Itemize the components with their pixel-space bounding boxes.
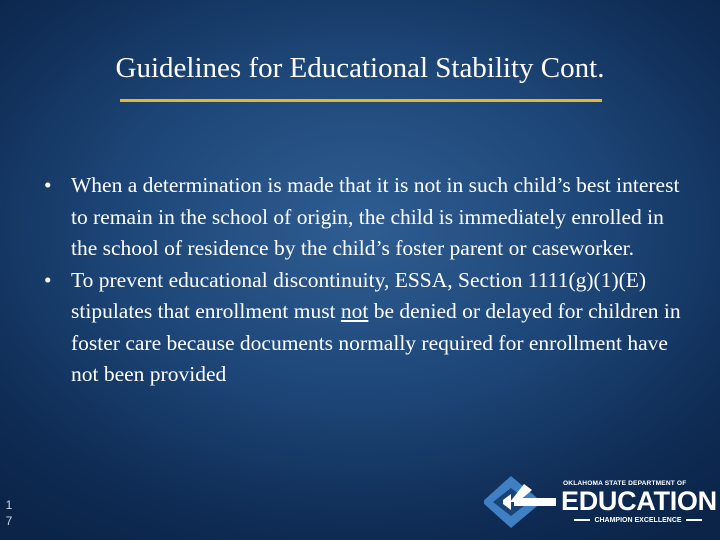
tagline-text: CHAMPION EXCELLENCE xyxy=(594,517,682,524)
osde-logo xyxy=(484,470,717,534)
logo-mark-icon xyxy=(484,474,556,530)
logo-department-text: OKLAHOMA STATE DEPARTMENT OF xyxy=(563,480,687,487)
slide-title: Guidelines for Educational Stability Cont. xyxy=(115,52,605,84)
bullet-marker: • xyxy=(44,173,52,197)
bullet-item xyxy=(44,170,684,265)
title-underline xyxy=(120,99,602,102)
tagline-dash xyxy=(686,519,702,521)
bullet-text-end: be denied or delayed for children in foster care because documents normally required for enrollment have not been provided xyxy=(71,299,681,386)
page-number xyxy=(3,497,15,529)
logo-education-text: EDUCATION xyxy=(561,486,717,516)
bullet-item xyxy=(44,265,684,391)
bullet-text: When a determination is made that it is not in such child’s best interest to remain in the school of origin, the child is immediately enrolled in the school of residence by the child’s foster parent or caseworker. xyxy=(71,173,680,260)
page-number-digit: 7 xyxy=(5,514,13,528)
page-number-digit: 1 xyxy=(5,498,13,512)
tagline-dash xyxy=(574,519,590,521)
bullet-list xyxy=(44,170,684,391)
emphasis-not: not xyxy=(340,299,369,323)
logo-tagline xyxy=(563,516,713,526)
bullet-marker: • xyxy=(44,267,52,292)
bullet-text-start: To prevent educational discontinuity, ESSA, Section 1111(g)(1)(E) stipulates that enrollment must xyxy=(71,267,647,323)
